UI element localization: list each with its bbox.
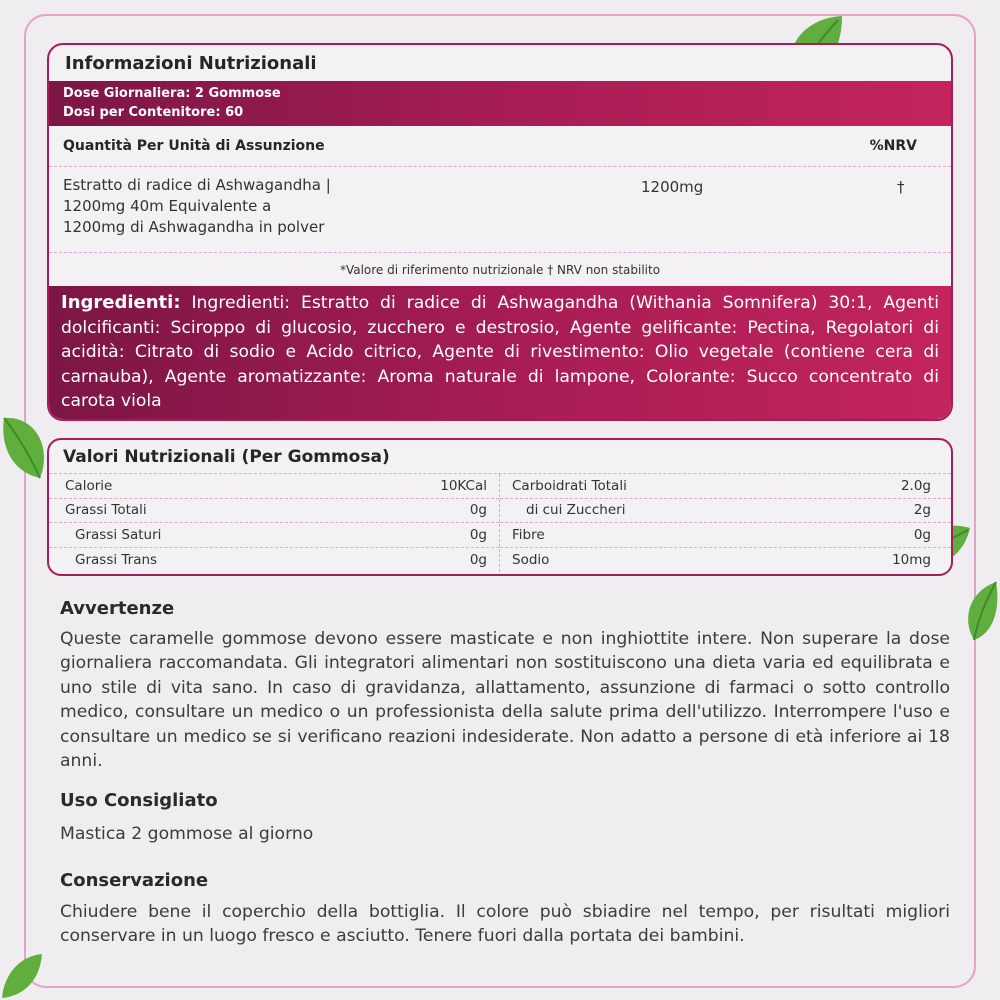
extract-row	[49, 167, 951, 253]
extract-nrv: †	[897, 178, 905, 196]
table-row	[49, 499, 499, 524]
table-row	[49, 523, 499, 548]
value-label: Grassi Trans	[75, 551, 158, 568]
nutritional-values-card	[47, 438, 953, 576]
extract-amount: 1200mg	[641, 178, 704, 196]
leaf-icon	[0, 950, 44, 1000]
value-amount: 10mg	[892, 551, 931, 568]
nrv-header: %NRV	[869, 138, 917, 154]
ingredients-label: Ingredienti:	[61, 292, 181, 313]
value-label: Grassi Totali	[65, 502, 147, 519]
warnings-title: Avvertenze	[60, 598, 175, 619]
quantity-header-row	[49, 126, 951, 167]
value-amount: 2g	[913, 502, 931, 519]
value-label: Fibre	[512, 526, 545, 543]
table-row	[500, 548, 951, 573]
table-row	[49, 548, 499, 573]
value-label: Grassi Saturi	[75, 526, 162, 543]
values-title: Valori Nutrizionali (Per Gommosa)	[49, 440, 951, 474]
leaf-icon	[960, 578, 1000, 644]
nutrition-info-card	[47, 43, 953, 421]
storage-text: Chiudere bene il coperchio della bottiglia. Il colore può sbiadire nel tempo, per risultati migliori conservare in un luogo fresco e asciutto. Tenere fuori dalla portata dei bambini.	[60, 902, 950, 947]
value-amount: 0g	[913, 526, 931, 543]
value-label: Calorie	[65, 477, 113, 494]
value-label: Carboidrati Totali	[512, 477, 627, 494]
table-row	[500, 474, 951, 499]
dose-band	[49, 81, 951, 126]
ingredients-band	[49, 286, 951, 421]
table-row	[500, 523, 951, 548]
extract-line: Estratto di radice di Ashwagandha |	[63, 176, 331, 194]
daily-dose: Dose Giornaliera: 2 Gommose	[63, 86, 281, 101]
nutrition-title: Informazioni Nutrizionali	[65, 52, 317, 74]
extract-line: 1200mg 40m Equivalente a	[63, 197, 272, 215]
value-amount: 10KCal	[440, 477, 487, 494]
value-amount: 0g	[469, 551, 487, 568]
usage-text: Mastica 2 gommose al giorno	[60, 824, 314, 844]
nrv-footnote: *Valore di riferimento nutrizionale † NRV non stabilito	[339, 262, 661, 277]
warnings-text: Queste caramelle gommose devono essere masticate e non inghiottite intere. Non superare la dose giornaliera raccomandata. Gli integratori alimentari non sostituiscono una dieta varia ed equilibrata e uno stile di vita sano. In caso di gravidanza, allattamento, assunzione di farmaci o sotto controllo medico, consultare un medico o un professionista della salute prima dell'utilizzo. Interrompere l'uso e consultare un medico se si verificano reazioni indesiderate. Non adatto a persone di età inferiore ai 18 anni.	[60, 629, 950, 772]
table-row	[49, 474, 499, 499]
table-row	[500, 499, 951, 524]
storage-title: Conservazione	[60, 870, 209, 891]
usage-title: Uso Consigliato	[60, 790, 218, 811]
value-amount: 2.0g	[900, 477, 931, 494]
values-grid	[49, 474, 951, 572]
values-column-left	[49, 474, 500, 572]
leaf-icon	[0, 412, 52, 482]
quantity-header: Quantità Per Unità di Assunzione	[63, 138, 325, 154]
doses-per-container: Dosi per Contenitore: 60	[63, 105, 244, 120]
extract-line: 1200mg di Ashwagandha in polver	[63, 218, 325, 236]
value-label: di cui Zuccheri	[526, 502, 626, 519]
value-amount: 0g	[469, 526, 487, 543]
extract-name	[63, 175, 393, 238]
value-amount: 0g	[469, 502, 487, 519]
ingredients-text: Ingredienti: Estratto di radice di Ashwagandha (Withania Somnifera) 30:1, Agenti dolcificanti: Sciroppo di glucosio, zucchero e destrosio, Agente gelificante: Pectina, Regolatori di acidità: Citrato di sodio e Acido citrico, Agente di rivestimento: Olio vegetale (contiene cera di carnauba), Agente aromatizzante: Aroma naturale di lampone, Colorante: Succo concentrato di carota viola	[61, 293, 939, 412]
value-label: Sodio	[512, 551, 550, 568]
values-column-right	[500, 474, 951, 572]
